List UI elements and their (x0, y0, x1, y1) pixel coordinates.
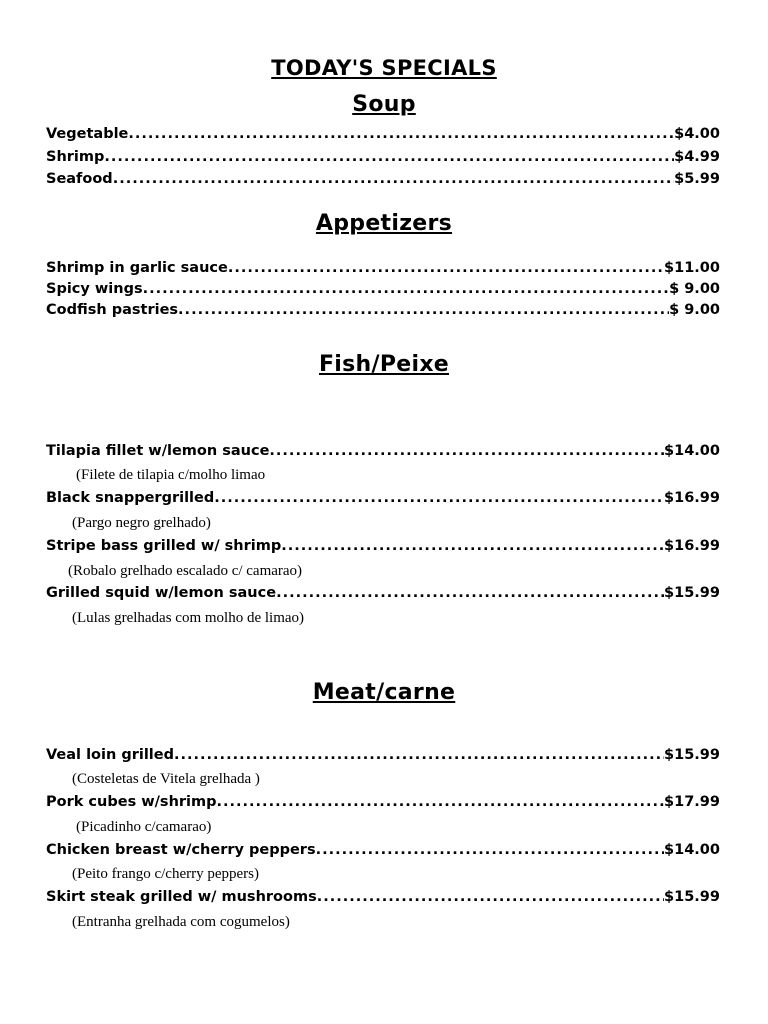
dot-leader (174, 746, 664, 765)
item-price: $14.00 (664, 842, 720, 858)
item-name: Black snappergrilled (46, 490, 215, 506)
dot-leader (228, 259, 664, 278)
menu-item (46, 170, 720, 189)
item-name: Stripe bass grilled w/ shrimp (46, 538, 282, 554)
item-price: $16.99 (664, 538, 720, 554)
item-name: Pork cubes w/shrimp (46, 794, 217, 810)
item-translation: (Picadinho c/camarao) (76, 819, 212, 835)
item-name: Veal loin grilled (46, 747, 174, 763)
section-title-fish: Fish/Peixe (318, 352, 450, 377)
dot-leader (178, 301, 669, 320)
item-translation: (Costeletas de Vitela grelhada ) (72, 771, 260, 787)
item-translation: (Pargo negro grelhado) (72, 515, 211, 531)
item-name: Seafood (46, 171, 113, 187)
section-title-soup: Soup (352, 92, 416, 117)
dot-leader (276, 584, 664, 603)
item-name: Chicken breast w/cherry peppers (46, 842, 316, 858)
item-name: Tilapia fillet w/lemon sauce (46, 443, 270, 459)
item-name: Vegetable (46, 126, 129, 142)
menu-item (46, 148, 720, 167)
menu-item (46, 746, 720, 765)
dot-leader (143, 280, 669, 299)
item-name: Skirt steak grilled w/ mushrooms (46, 889, 317, 905)
dot-leader (269, 442, 664, 461)
item-price: $ 9.00 (669, 302, 720, 318)
menu-item (46, 125, 720, 144)
item-price: $5.99 (674, 171, 720, 187)
item-price: $14.00 (664, 443, 720, 459)
item-name: Shrimp (46, 149, 105, 165)
item-translation: (Robalo grelhado escalado c/ camarao) (68, 563, 303, 579)
section-title-appetizers: Appetizers (315, 211, 453, 236)
item-price: $15.99 (664, 889, 720, 905)
menu-item (46, 259, 720, 278)
dot-leader (317, 888, 664, 907)
menu-item (46, 793, 720, 812)
item-price: $17.99 (664, 794, 720, 810)
section-title-meat: Meat/carne (312, 680, 456, 705)
menu-item (46, 888, 720, 907)
item-name: Grilled squid w/lemon sauce (46, 585, 277, 601)
item-name: Codfish pastries (46, 302, 179, 318)
menu-item (46, 442, 720, 461)
item-translation: (Lulas grelhadas com molho de limao) (72, 610, 305, 626)
menu-item (46, 584, 720, 603)
item-price: $15.99 (664, 747, 720, 763)
dot-leader (113, 170, 674, 189)
item-price: $ 9.00 (669, 281, 720, 297)
dot-leader (281, 537, 664, 556)
menu-item (46, 841, 720, 860)
item-price: $15.99 (664, 585, 720, 601)
item-name: Spicy wings (46, 281, 143, 297)
dot-leader (104, 148, 674, 167)
item-translation: (Peito frango c/cherry peppers) (72, 866, 260, 882)
dot-leader (217, 793, 665, 812)
dot-leader (128, 125, 674, 144)
menu-item (46, 301, 720, 320)
item-translation: (Entranha grelhada com cogumelos) (72, 914, 290, 930)
item-price: $11.00 (664, 260, 720, 276)
dot-leader (214, 489, 664, 508)
item-price: $16.99 (664, 490, 720, 506)
item-name: Shrimp in garlic sauce (46, 260, 228, 276)
menu-item (46, 489, 720, 508)
page-title: TODAY'S SPECIALS (271, 56, 497, 80)
menu-item (46, 280, 720, 299)
item-translation: (Filete de tilapia c/molho limao (76, 467, 266, 483)
item-price: $4.00 (674, 126, 720, 142)
dot-leader (316, 841, 664, 860)
menu-item (46, 537, 720, 556)
item-price: $4.99 (674, 149, 720, 165)
